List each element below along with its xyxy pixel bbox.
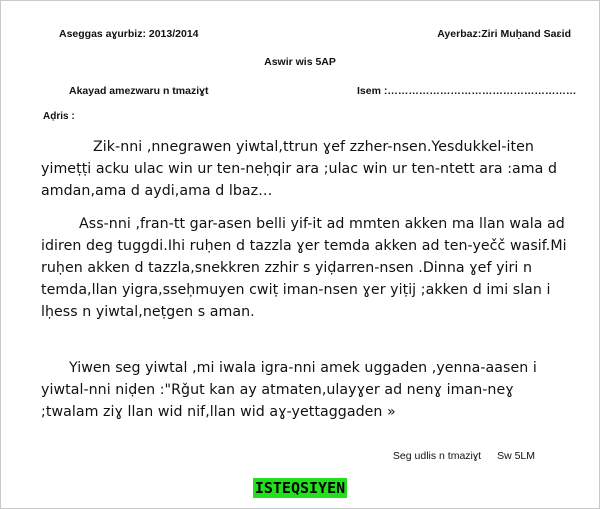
school-year: Aseggas aɣurbiz: 2013/2014 <box>59 28 199 40</box>
paragraph-1: Zik-nni ,nnegrawen yiwtal,ttrun ɣef zzher-nsen.Yesdukkel-iten yimeṭṭi acku ulac win ur ten-neḥqir ara ;ulac win ur ten-ntett ara :ama d amdan,ama d aydi,ama d lbaz… <box>41 139 557 199</box>
questions-heading: ISTEQSIYEN <box>254 479 346 497</box>
class-label: Sw 5LM <box>497 450 535 462</box>
paragraph-3: Yiwen seg yiwtal ,mi iwala igra-nni amek uggaden ,yenna-aasen i yiwtal-nni niḍen :"Rǧut kan ay atmaten,ulayɣer ad nenɣ iman-neɣ ;twalam ziɣ llan wid nif,llan wid aɣ-yettaggaden » <box>41 360 537 420</box>
source-citation <box>393 450 535 462</box>
source-book: Seg udlis n tmaziɣt <box>392 450 482 462</box>
text-heading: Aḍris : <box>43 111 75 122</box>
page-title: Aswir wis 5AP <box>264 56 336 68</box>
exam-label: Akayad amezwaru n tmaziɣt <box>69 85 209 97</box>
questions-footer <box>1 478 599 498</box>
paragraph-2: Ass-nni ,fran-tt gar-asen belli yif-it ad mmten akken ma llan wala ad idiren deg tuggdi.Ihi ruḥen d tazzla ɣer temda akken ad ten-yečč wasif.Mi ruḥen akken d tazzla,snekkren zzhir s yiḍarren-nsen .Dinna ɣef yiri n temda,llan yigra,sseḥmuyen cwiṭ iman-nsen ɣer yiṭij ;akken d imi slan i lḥess n yiwtal,neṭgen s aman. <box>41 216 567 320</box>
student-name-field: Isem :……………………………………………… <box>357 85 577 97</box>
teacher-name: Ayerbaz:Ziri Muḥand Saɛid <box>437 28 571 40</box>
